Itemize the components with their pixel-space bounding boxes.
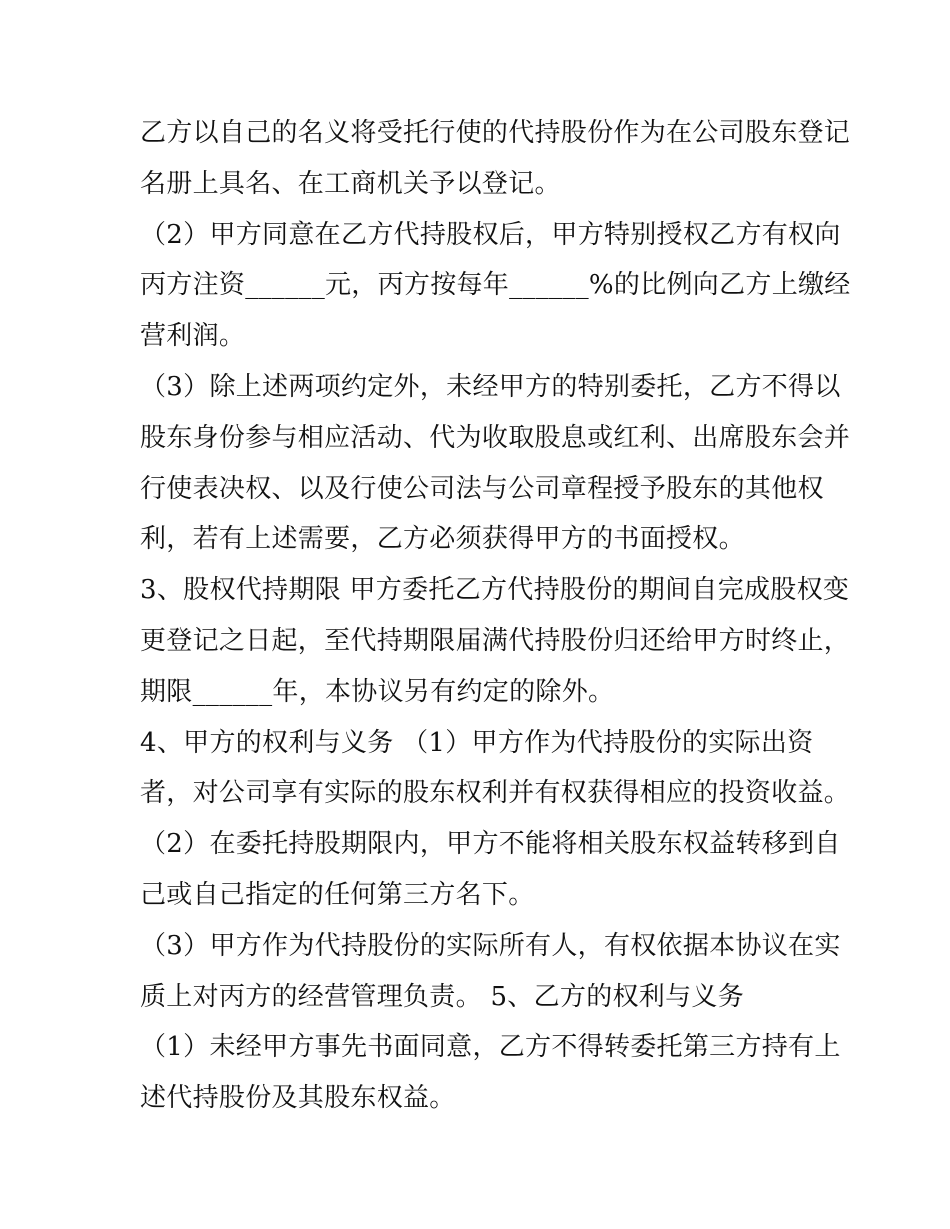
text-line: （3）除上述两项约定外，未经甲方的特别委托，乙方不得以 xyxy=(140,371,841,402)
text-line: 更登记之日起，至代持期限届满代持股份归还给甲方时终止， xyxy=(140,625,851,656)
text-line: 期限______年，本协议另有约定的除外。 xyxy=(140,676,615,707)
text-line: 行使表决权、以及行使公司法与公司章程授予股东的其他权 xyxy=(140,473,824,504)
text-line: 股东身份参与相应活动、代为收取股息或红利、出席股东会并 xyxy=(140,422,851,453)
text-line: 营利润。 xyxy=(140,321,246,352)
text-line: 己或自己指定的任何第三方名下。 xyxy=(140,879,535,910)
text-line: （2）甲方同意在乙方代持股权后，甲方特别授权乙方有权向 xyxy=(140,219,841,250)
text-line: 者，对公司享有实际的股东权利并有权获得相应的投资收益。 xyxy=(140,778,851,809)
text-line: 4、甲方的权利与义务 （1）甲方作为代持股份的实际出资 xyxy=(140,727,814,758)
text-line: 乙方以自己的名义将受托行使的代持股份作为在公司股东登记 xyxy=(140,118,851,148)
text-line: 质上对丙方的经营管理负责。 5、乙方的权利与义务 xyxy=(140,981,745,1012)
text-line: （1）未经甲方事先书面同意，乙方不得转委托第三方持有上 xyxy=(140,1032,841,1063)
text-line: （2）在委托持股期限内，甲方不能将相关股东权益转移到自 xyxy=(140,829,841,860)
text-line: 丙方注资______元，丙方按每年______%的比例向乙方上缴经 xyxy=(140,270,851,301)
text-line: 3、股权代持期限 甲方委托乙方代持股份的期间自完成股权变 xyxy=(140,575,850,606)
text-line: 名册上具名、在工商机关予以登记。 xyxy=(140,168,561,199)
document-body xyxy=(140,108,851,1124)
text-line: 述代持股份及其股东权益。 xyxy=(140,1083,456,1114)
text-line: 利，若有上述需要，乙方必须获得甲方的书面授权。 xyxy=(140,524,745,555)
text-line: （3）甲方作为代持股份的实际所有人，有权依据本协议在实 xyxy=(140,930,841,961)
